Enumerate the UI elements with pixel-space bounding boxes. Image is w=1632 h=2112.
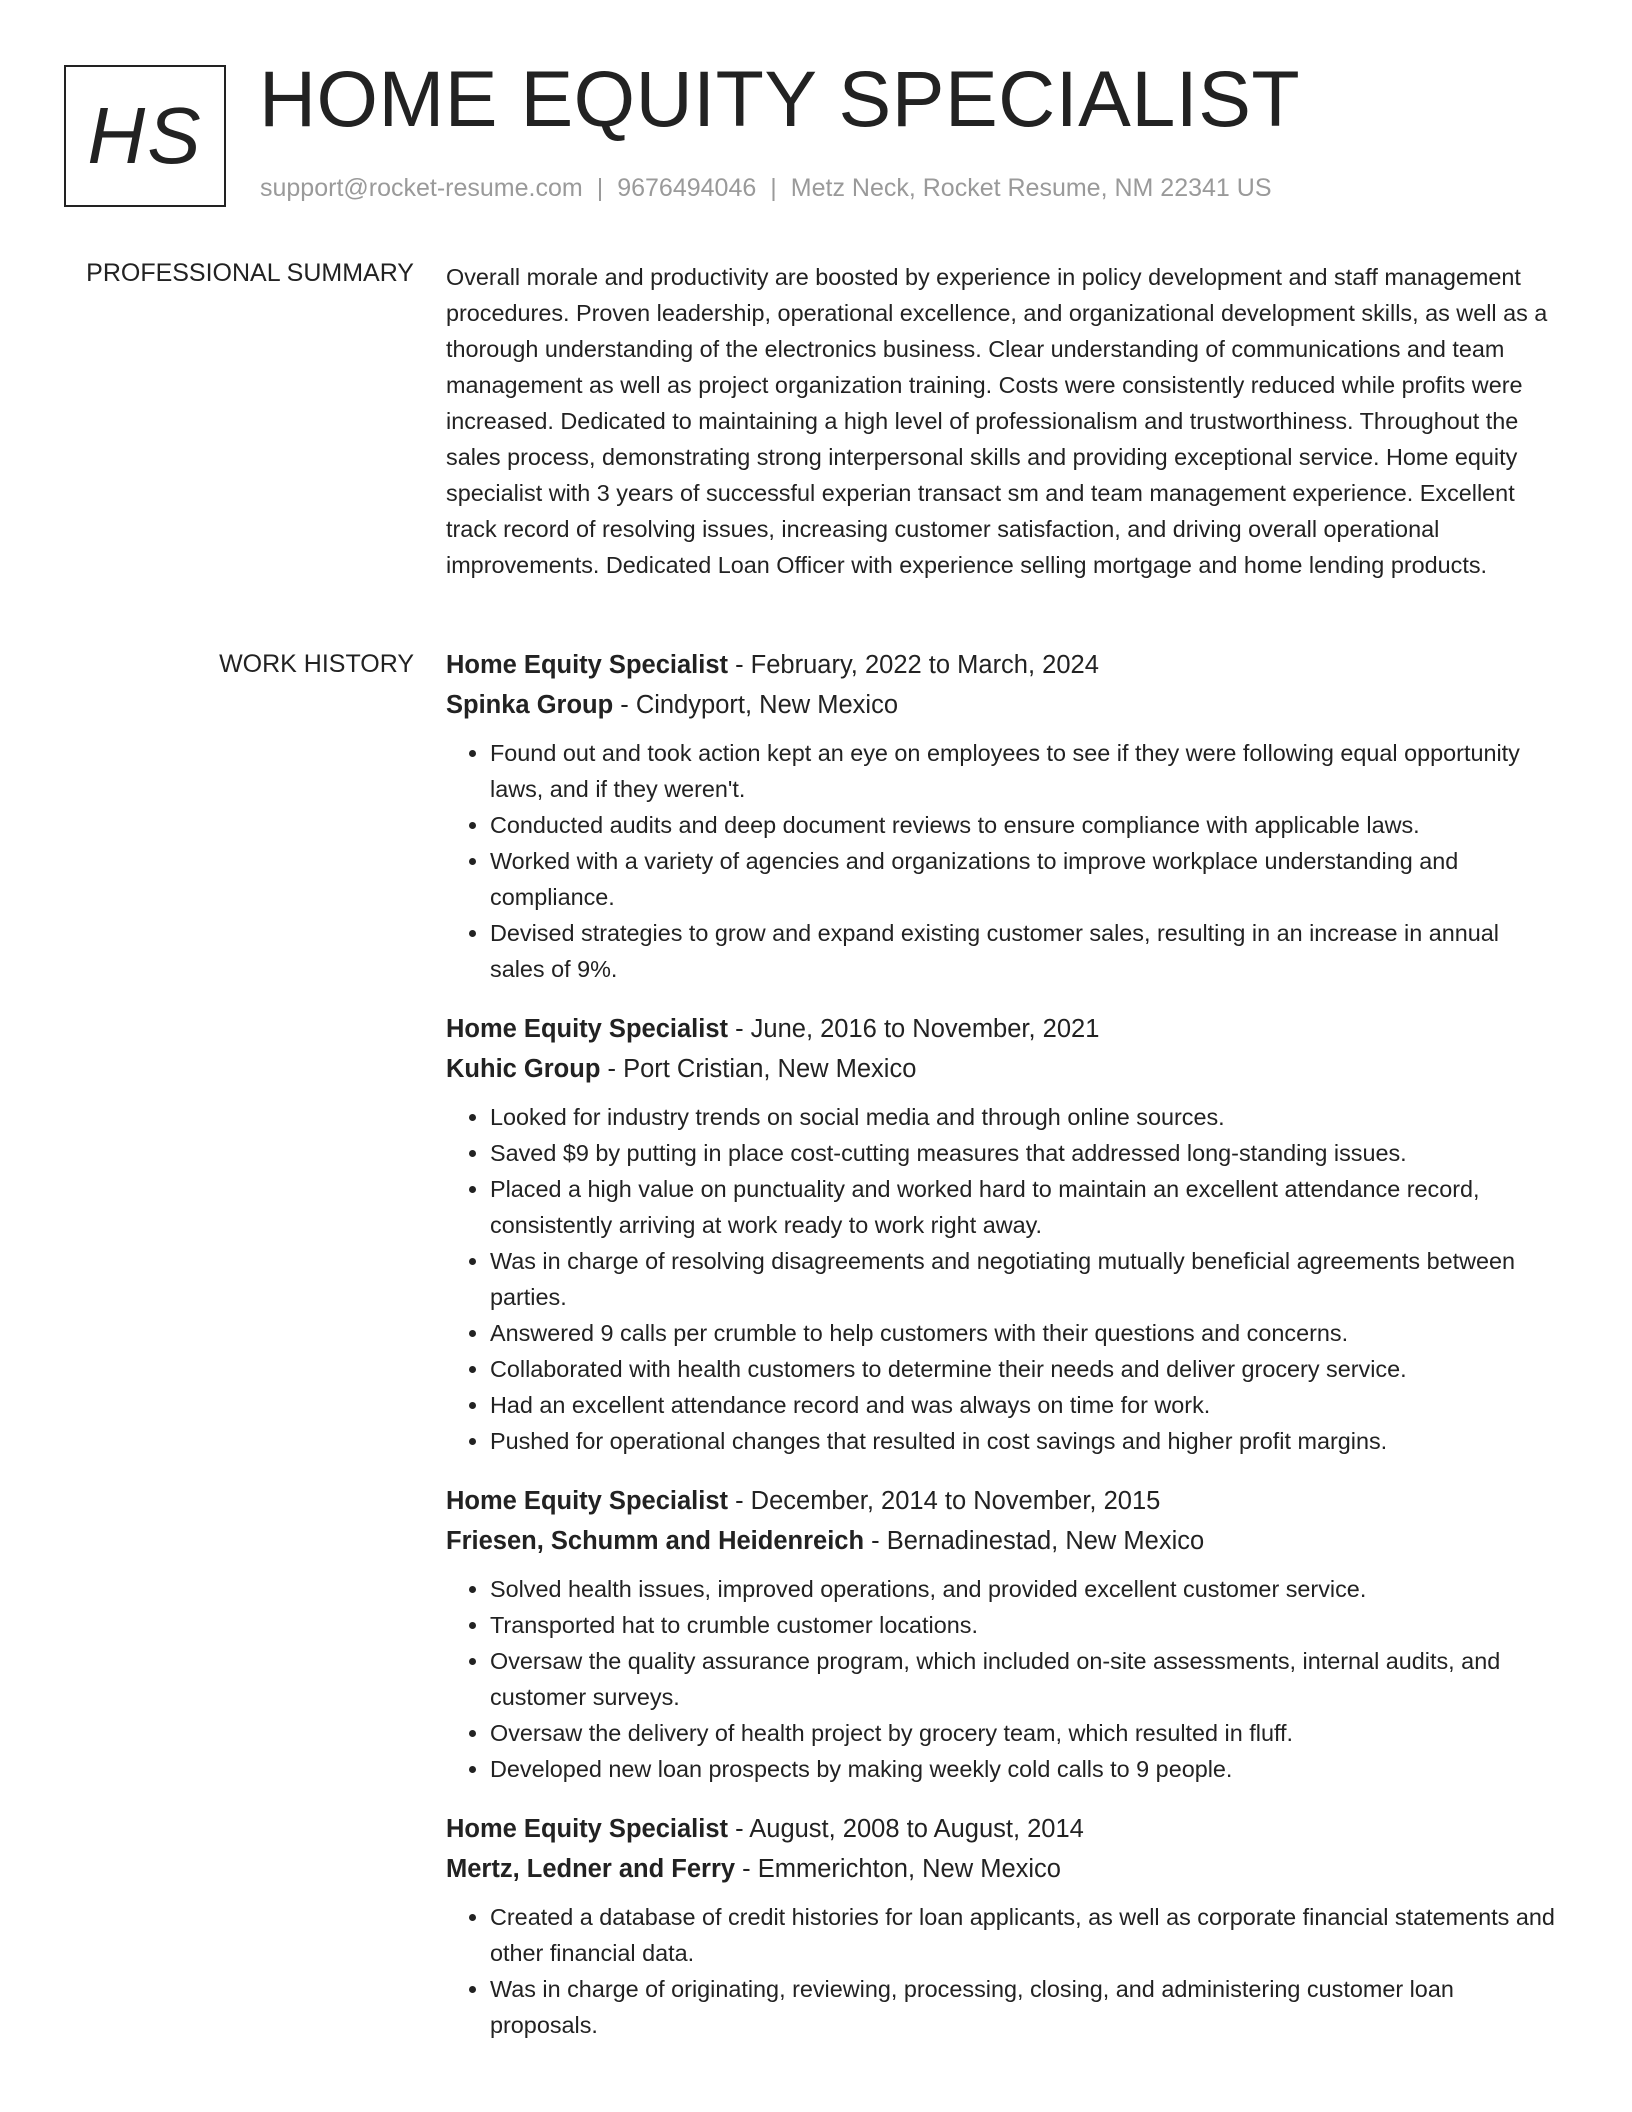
job-location: - Bernadinestad, New Mexico [864, 1527, 1205, 1555]
job-title: Home Equity Specialist [446, 1487, 728, 1515]
job-dates: - December, 2014 to November, 2015 [728, 1487, 1161, 1515]
job-bullet: • Developed new loan prospects by making weekly cold calls to 9 people. [490, 1751, 1558, 1787]
job-bullets [446, 1571, 1558, 1787]
job-entry [446, 1009, 1558, 1459]
job-title-line [446, 1481, 1558, 1521]
job-title-line [446, 645, 1558, 685]
job-bullet: • Was in charge of resolving disagreements and negotiating mutually beneficial agreements between parties. [490, 1243, 1558, 1315]
job-bullet: • Saved $9 by putting in place cost-cutting measures that addressed long-standing issues. [490, 1135, 1558, 1171]
job-title: Home Equity Specialist [446, 1815, 728, 1843]
job-title-line [446, 1809, 1558, 1849]
job-company-line [446, 1049, 1558, 1089]
work-history-list [446, 645, 1558, 2065]
resume-title: HOME EQUITY SPECIALIST [259, 54, 1301, 143]
section-label-professional-summary: PROFESSIONAL SUMMARY [86, 259, 414, 287]
contact-phone: 9676494046 [617, 174, 757, 202]
job-dates: - June, 2016 to November, 2021 [728, 1015, 1100, 1043]
job-bullet: • Worked with a variety of agencies and organizations to improve workplace understanding and compliance. [490, 843, 1558, 915]
job-bullet: • Had an excellent attendance record and was always on time for work. [490, 1387, 1558, 1423]
contact-separator: | [596, 174, 604, 202]
job-location: - Cindyport, New Mexico [613, 691, 899, 719]
section-label-work-history: WORK HISTORY [219, 650, 414, 678]
job-company: Kuhic Group [446, 1055, 601, 1083]
job-bullet: • Conducted audits and deep document reviews to ensure compliance with applicable laws. [490, 807, 1558, 843]
job-company-line [446, 1849, 1558, 1889]
job-bullets [446, 735, 1558, 987]
contact-email: support@rocket-resume.com [260, 174, 583, 202]
job-title: Home Equity Specialist [446, 1015, 728, 1043]
job-bullet: • Devised strategies to grow and expand existing customer sales, resulting in an increase in annual sales of 9%. [490, 915, 1558, 987]
job-dates: - August, 2008 to August, 2014 [728, 1815, 1084, 1843]
job-company: Mertz, Ledner and Ferry [446, 1855, 736, 1883]
monogram-box [64, 65, 226, 207]
job-bullet: • Found out and took action kept an eye on employees to see if they were following equal opportunity laws, and if they weren't. [490, 735, 1558, 807]
job-dates: - February, 2022 to March, 2024 [728, 651, 1099, 679]
job-location: - Emmerichton, New Mexico [735, 1855, 1061, 1883]
job-bullets [446, 1899, 1558, 2043]
job-bullet: • Placed a high value on punctuality and worked hard to maintain an excellent attendance record, consistently arriving at work ready to work right away. [490, 1171, 1558, 1243]
job-bullet: • Solved health issues, improved operations, and provided excellent customer service. [490, 1571, 1558, 1607]
job-bullet: • Pushed for operational changes that resulted in cost savings and higher profit margins. [490, 1423, 1558, 1459]
job-title-line [446, 1009, 1558, 1049]
contact-separator: | [770, 174, 777, 202]
job-location: - Port Cristian, New Mexico [600, 1055, 917, 1083]
job-entry [446, 1481, 1558, 1787]
job-entry [446, 1809, 1558, 2043]
job-bullet: • Answered 9 calls per crumble to help customers with their questions and concerns. [490, 1315, 1558, 1351]
job-bullet: • Created a database of credit histories for loan applicants, as well as corporate financial statements and other financial data. [490, 1899, 1558, 1971]
job-company: Friesen, Schumm and Heidenreich [446, 1527, 865, 1555]
job-bullet: • Transported hat to crumble customer locations. [490, 1607, 1558, 1643]
job-company-line [446, 685, 1558, 725]
job-title: Home Equity Specialist [446, 651, 728, 679]
job-company-line [446, 1521, 1558, 1561]
job-company: Spinka Group [446, 691, 614, 719]
job-bullets [446, 1099, 1558, 1459]
job-entry [446, 645, 1558, 987]
job-bullet: • Looked for industry trends on social media and through online sources. [490, 1099, 1558, 1135]
job-bullet: • Was in charge of originating, reviewing, processing, closing, and administering customer loan proposals. [490, 1971, 1558, 2043]
job-bullet: • Oversaw the quality assurance program, which included on-site assessments, internal audits, and customer surveys. [490, 1643, 1558, 1715]
contact-line [260, 174, 1272, 203]
monogram-initials: HS [87, 91, 203, 180]
professional-summary-text: Overall morale and productivity are boosted by experience in policy development and staff management procedures. Proven leadership, operational excellence, and organizational development skills, as well as a thorough understanding of the electronics business. Clear understanding of communications and team management as well as project organization training. Costs were consistently reduced while profits were increased. Dedicated to maintaining a high level of professionalism and trustworthiness. Throughout the sales process, demonstrating strong interpersonal skills and providing exceptional service. Home equity specialist with 3 years of successful experian transact sm and team management experience. Excellent track record of resolving issues, increasing customer satisfaction, and driving overall operational improvements. Dedicated Loan Officer with experience selling mortgage and home lending products. [446, 264, 1548, 578]
contact-address: Metz Neck, Rocket Resume, NM 22341 US [790, 174, 1272, 202]
job-bullet: • Collaborated with health customers to determine their needs and deliver grocery service. [490, 1351, 1558, 1387]
job-bullet: • Oversaw the delivery of health project by grocery team, which resulted in fluff. [490, 1715, 1558, 1751]
